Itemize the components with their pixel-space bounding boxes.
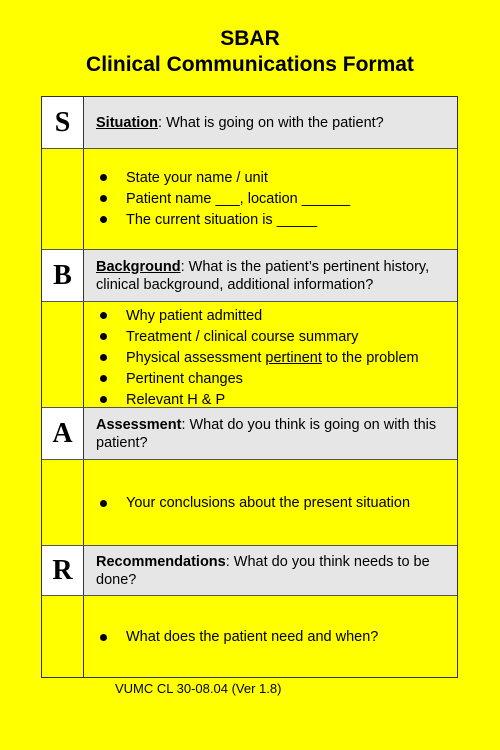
letter-a: A bbox=[42, 408, 84, 459]
background-keyword: Background bbox=[96, 258, 181, 275]
sbar-table bbox=[41, 96, 458, 678]
assessment-keyword: Assessment bbox=[96, 416, 182, 433]
letter-b: B bbox=[42, 250, 84, 301]
recommendations-question: : What do you think needs to be done? bbox=[96, 553, 430, 588]
background-list bbox=[96, 306, 445, 411]
title-line-2: Clinical Communications Format bbox=[86, 53, 414, 76]
recommendations-body-row bbox=[42, 596, 457, 677]
list-item: Patient name ___, location ______ bbox=[96, 189, 445, 210]
assessment-question: : What do you think is going on with this patient? bbox=[96, 416, 437, 451]
situation-keyword: Situation bbox=[96, 114, 159, 131]
list-item: Relevant H & P bbox=[96, 390, 445, 411]
list-item: Why patient admitted bbox=[96, 306, 445, 327]
background-header-row bbox=[42, 250, 457, 302]
list-item: What does the patient need and when? bbox=[96, 628, 445, 646]
page-title bbox=[0, 26, 500, 78]
situation-header-row bbox=[42, 97, 457, 149]
assessment-header-row bbox=[42, 408, 457, 460]
background-question: : What is the patient’s pertinent history, clinical background, additional information? bbox=[96, 258, 430, 293]
assessment-list bbox=[96, 494, 445, 512]
letter-s: S bbox=[42, 97, 84, 148]
recommendations-keyword: Recommendations bbox=[96, 553, 226, 570]
list-item: The current situation is _____ bbox=[96, 210, 445, 231]
situation-body-row bbox=[42, 149, 457, 250]
list-item: Your conclusions about the present situation bbox=[96, 494, 445, 512]
recommendations-list bbox=[96, 628, 445, 646]
list-item: Physical assessment pertinent to the problem bbox=[96, 348, 445, 369]
document-code: VUMC CL 30-08.04 (Ver 1.8) bbox=[115, 681, 282, 696]
list-item: State your name / unit bbox=[96, 168, 445, 189]
situation-question: : What is going on with the patient? bbox=[158, 114, 384, 131]
title-line-1: SBAR bbox=[220, 27, 280, 50]
assessment-body-row bbox=[42, 460, 457, 546]
list-item: Pertinent changes bbox=[96, 369, 445, 390]
recommendations-header-row bbox=[42, 546, 457, 596]
list-item: Treatment / clinical course summary bbox=[96, 327, 445, 348]
situation-list bbox=[96, 168, 445, 231]
background-body-row bbox=[42, 302, 457, 408]
letter-r: R bbox=[42, 546, 84, 595]
